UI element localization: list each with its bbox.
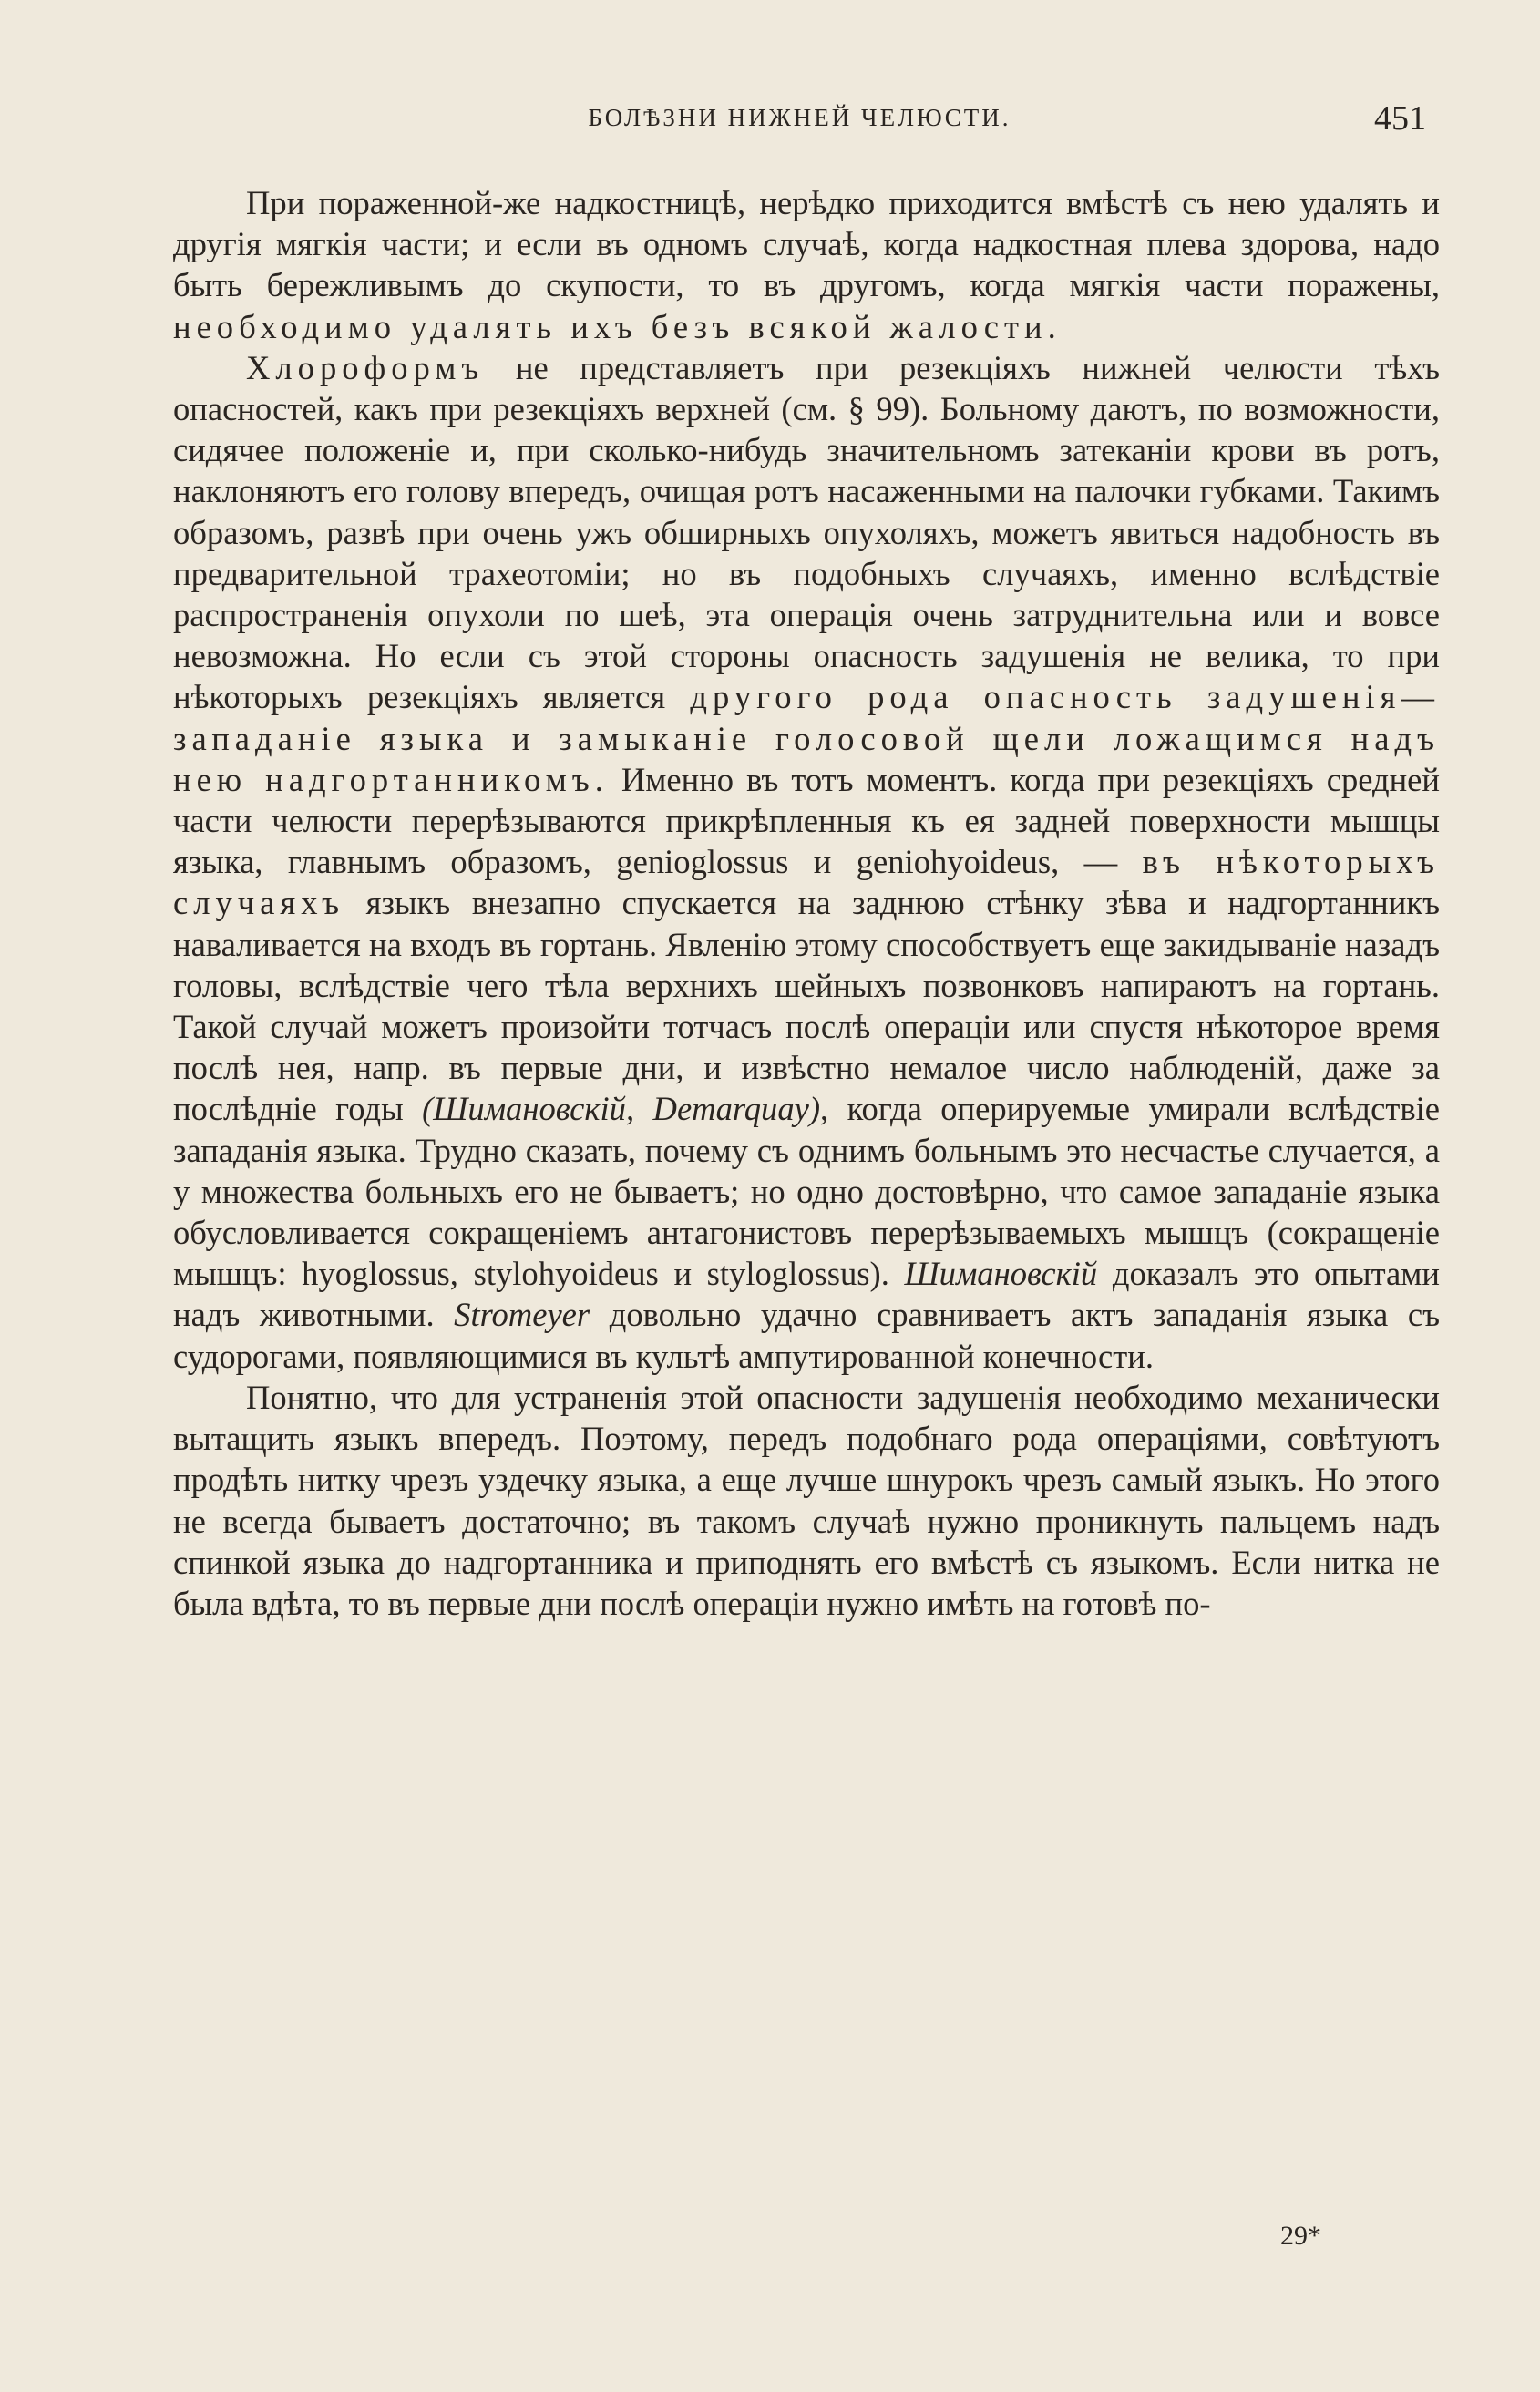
emphasis-spaced: необходимо удалять ихъ безъ всякой жалости. [173,307,1062,345]
text-run: Понятно, что для устраненія этой опасности задушенія необходимо механически вытащить языкъ впередъ. Поэтому, передъ подобнаго рода операціями, совѣтуютъ продѣть нитку чрезъ уздечку языка, а еще лучше шнурокъ чрезъ самый языкъ. Но этого не всегда бываетъ достаточно; въ такомъ случаѣ нужно проникнуть пальцемъ надъ спинкой языка до надгортанника и приподнять его вмѣстѣ съ языкомъ. Если нитка не была вдѣта, то въ первые дни послѣ операціи нужно имѣть на готовѣ по- [173,1378,1440,1622]
running-title: БОЛѢЗНИ НИЖНЕЙ ЧЕЛЮСТИ. [588,104,1011,131]
paragraph-1 [173,182,1440,347]
page-number: 451 [1374,99,1426,138]
page-header [173,98,1426,142]
emphasis-italic: (Шимановскій, Dеmarquay) [422,1090,821,1128]
emphasis-spaced: другого рода опасность задушенія—западаніе языка и замыканіе голосовой щели ложащимся надъ нею надгортанникомъ. [173,678,1440,798]
emphasis-italic: Stromeyer [454,1296,590,1334]
text-run: языкъ внезапно спускается на заднюю стѣнку зѣва и надгортанникъ наваливается на входъ въ гортань. Явленію этому способствуетъ еще закидываніе назадъ головы, вслѣдствіе чего тѣла верхнихъ шейныхъ позвонковъ напираютъ на гортань. Такой случай можетъ произойти тотчасъ послѣ операціи или спустя нѣкоторое время послѣ нея, напр. въ первые дни, и извѣстно немалое число наблюденій, даже за послѣдніе годы [173,884,1440,1128]
text-run: не представляетъ при резекціяхъ нижней челюсти тѣхъ опасностей, какъ при резекціяхъ верхней (см. § 99). Больному даютъ, по возможности, сидячее положеніе и, при сколько-нибудь значительномъ затеканіи крови въ ротъ, наклоняютъ его голову впередъ, очищая ротъ насаженными на палочки губками. Такимъ образомъ, развѣ при очень ужъ обширныхъ опухоляхъ, можетъ явиться надобность въ предварительной трахеотоміи; но въ подобныхъ случаяхъ, именно вслѣдствіе распространенія опухоли по шеѣ, эта операція очень затруднительна или и вовсе невозможна. Но если съ этой стороны опасность задушенія не велика, то при нѣкоторыхъ резекціяхъ является [173,348,1440,716]
text-run: Именно въ тотъ моментъ. когда при резекціяхъ средней части челюсти перерѣзываются прикрѣпленныя къ ея задней поверхности мышцы языка, главнымъ образомъ, geniоglossus и geniohyoideus, — [173,760,1440,881]
signature-mark: 29* [1280,2221,1321,2251]
paragraph-2 [173,347,1440,1377]
emphasis-spaced: въ нѣкоторыхъ случаяхъ [173,843,1440,922]
text-run: , когда оперируемые умирали вслѣдствіе западанія языка. Трудно сказать, почему съ однимъ больнымъ это несчастье случается, а у множества больныхъ его не бываетъ; но одно достовѣрно, что самое западаніе языка обусловливается сокращеніемъ антагонистовъ перерѣзываемыхъ мышцъ (сокращеніе мышцъ: hyoglossus, stylohyoideus и styloglossus). [173,1090,1440,1293]
emphasis-italic: Шимановскій [904,1255,1098,1293]
text-run: довольно удачно сравниваетъ актъ западанія языка съ судорогами, появляющимися въ культѣ ампутированной конечности. [173,1296,1440,1375]
text-run: доказалъ это опытами надъ животными. [173,1255,1441,1334]
emphasis-spaced: Хлороформъ [246,348,485,386]
body-text [173,182,1440,1624]
paragraph-3 [173,1377,1440,1624]
text-run: При пораженной-же надкостницѣ, нерѣдко приходится вмѣстѣ съ нею удалять и другія мягкія части; и если въ одномъ случаѣ, когда надкостная плева здорова, надо быть бережливымъ до скупости, то въ другомъ, когда мягкія части поражены, [173,184,1440,304]
